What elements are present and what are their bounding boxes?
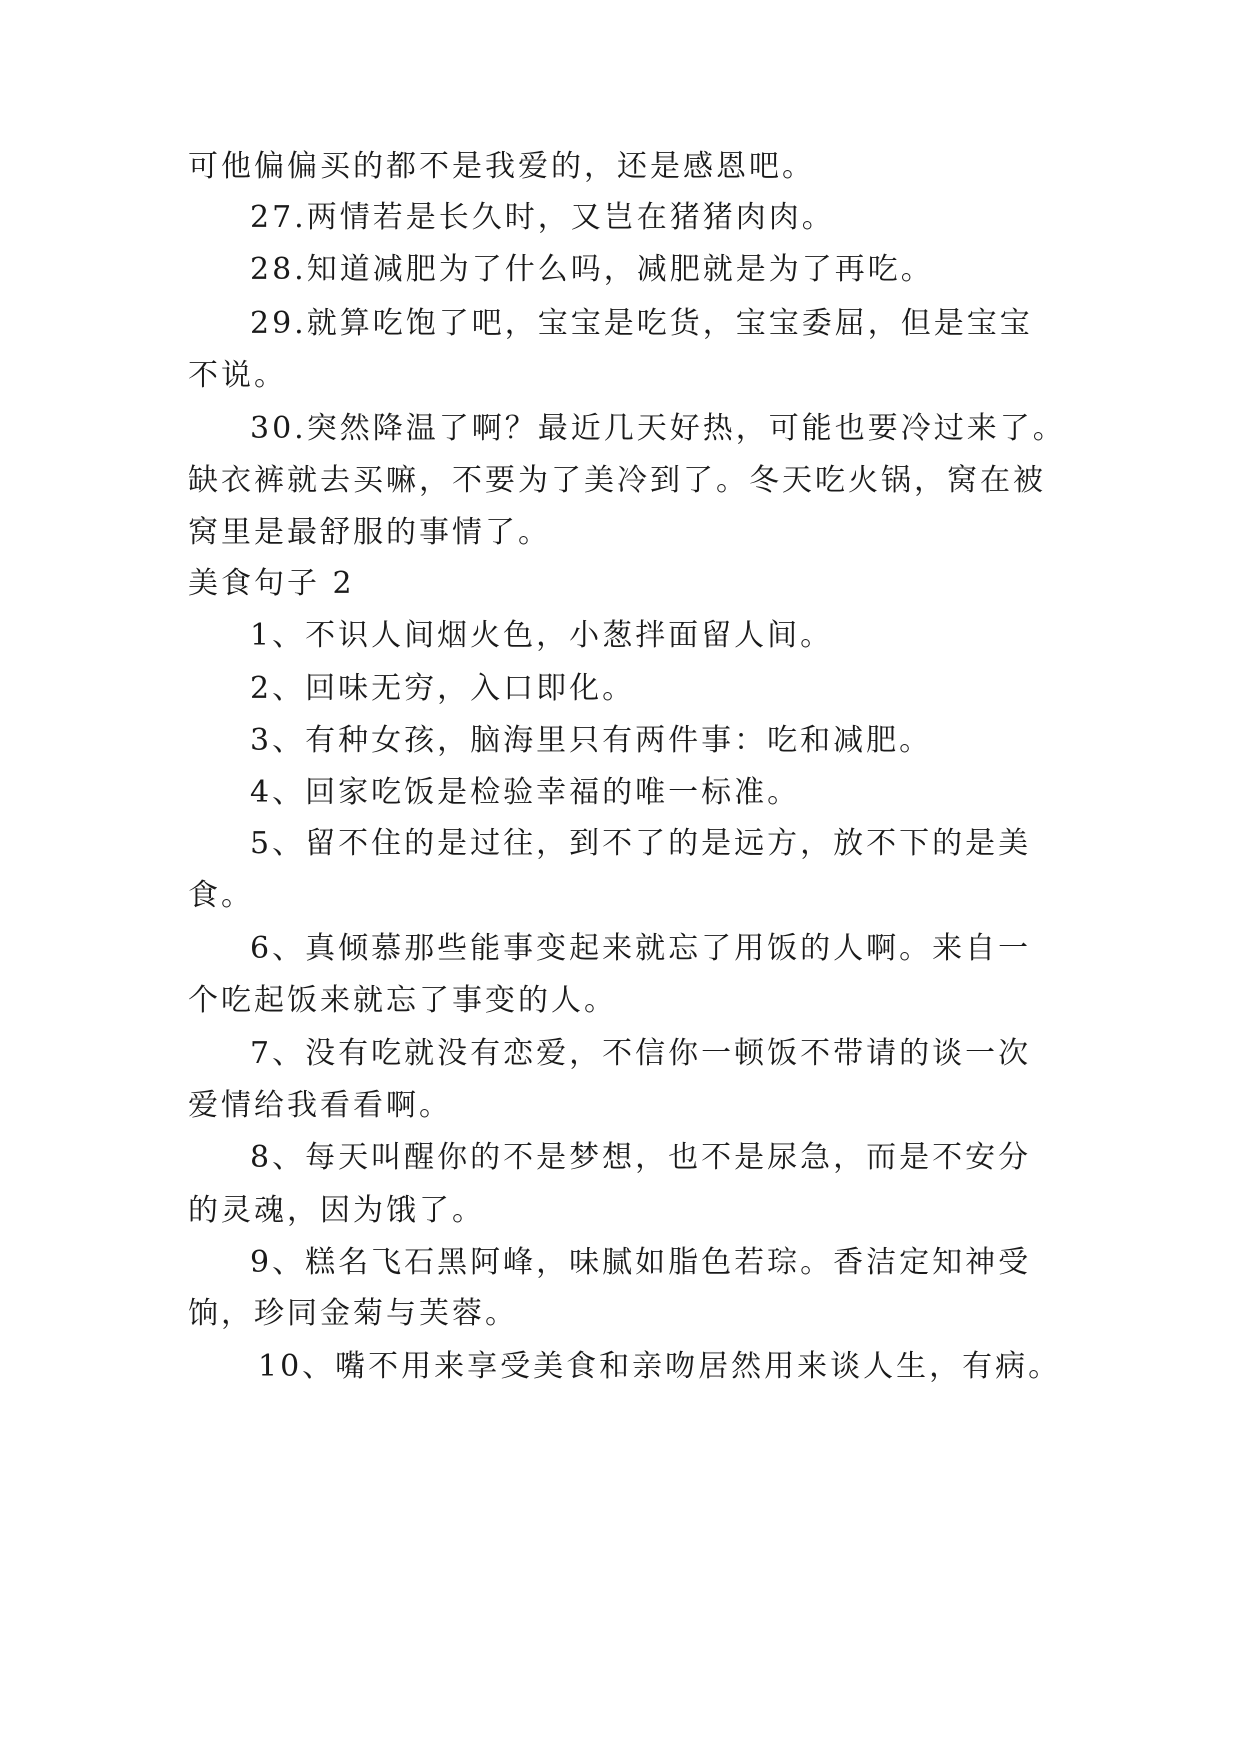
section-heading: 美食句子 2 (188, 566, 355, 601)
list-item-5-continued: 食。 (188, 878, 254, 913)
list-item-30: 30.突然降温了啊？最近几天好热，可能也要冷过来了。 (250, 411, 1066, 446)
list-item-9-continued: 饷，珍同金菊与芙蓉。 (188, 1296, 518, 1331)
list-item-27: 27.两情若是长久时，又岂在猪猪肉肉。 (250, 200, 835, 235)
list-item-9: 9、糕名飞石黑阿峰，味腻如脂色若琮。香洁定知神受 (250, 1245, 1032, 1280)
list-item-7: 7、没有吃就没有恋爱，不信你一顿饭不带请的谈一次 (250, 1036, 1032, 1071)
list-item-30-continued: 窝里是最舒服的事情了。 (188, 515, 551, 550)
list-item-28: 28.知道减肥为了什么吗，减肥就是为了再吃。 (250, 252, 934, 287)
list-item-5: 5、留不住的是过往，到不了的是远方，放不下的是美 (250, 826, 1032, 861)
list-item-8-continued: 的灵魂，因为饿了。 (188, 1193, 485, 1228)
list-item-3: 3、有种女孩，脑海里只有两件事：吃和减肥。 (250, 723, 933, 758)
list-item-8: 8、每天叫醒你的不是梦想，也不是尿急，而是不安分 (250, 1140, 1032, 1175)
list-item-10: 10、嘴不用来享受美食和亲吻居然用来谈人生，有病。 (258, 1349, 1062, 1384)
list-item-29: 29.就算吃饱了吧，宝宝是吃货，宝宝委屈，但是宝宝 (250, 306, 1033, 341)
list-item-1: 1、不识人间烟火色，小葱拌面留人间。 (250, 618, 834, 653)
list-item-29-continued: 不说。 (188, 358, 287, 393)
list-item-30-continued: 缺衣裤就去买嘛，不要为了美冷到了。冬天吃火锅，窝在被 (188, 463, 1046, 498)
list-item-6-continued: 个吃起饭来就忘了事变的人。 (188, 983, 617, 1018)
list-item-7-continued: 爱情给我看看啊。 (188, 1088, 452, 1123)
list-item-2: 2、回味无穷，入口即化。 (250, 671, 636, 706)
body-text-line: 可他偏偏买的都不是我爱的，还是感恩吧。 (188, 149, 815, 184)
list-item-6: 6、真倾慕那些能事变起来就忘了用饭的人啊。来自一 (250, 931, 1032, 966)
list-item-4: 4、回家吃饭是检验幸福的唯一标准。 (250, 775, 801, 810)
